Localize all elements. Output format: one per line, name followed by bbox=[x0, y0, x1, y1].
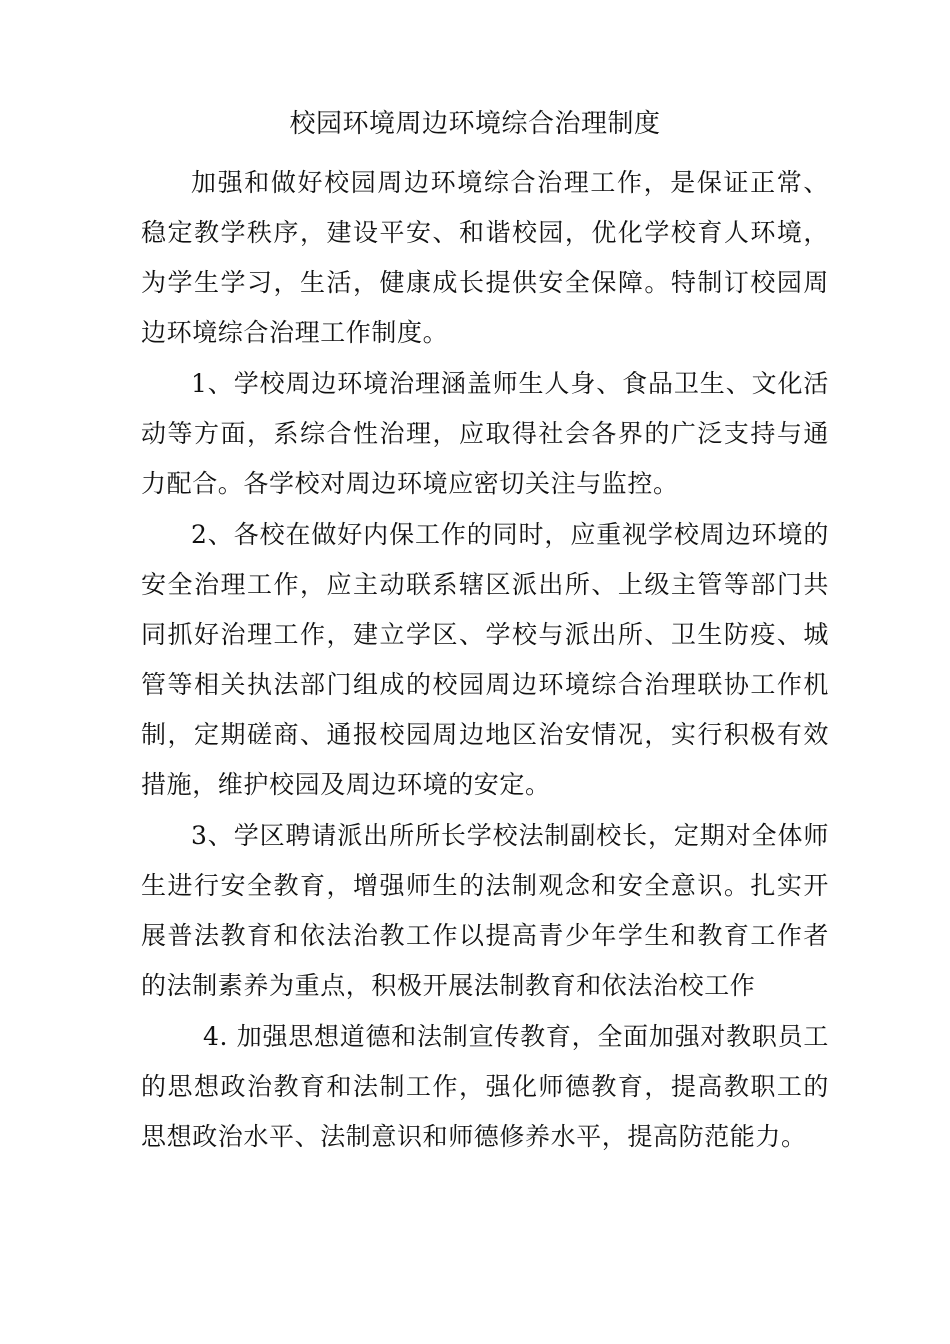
intro-paragraph: 加强和做好校园周边环境综合治理工作，是保证正常、稳定教学秩序，建设平安、和谐校园，优化学校育人环境，为学生学习，生活，健康成长提供安全保障。特制订校园周边环境综合治理工作制度。 bbox=[141, 168, 829, 347]
document-title: 校园环境周边环境综合治理制度 bbox=[289, 109, 661, 139]
paragraph-item-1: 1、学校周边环境治理涵盖师生人身、食品卫生、文化活动等方面，系综合性治理，应取得社会各界的广泛支持与通力配合。各学校对周边环境应密切关注与监控。 bbox=[141, 369, 829, 498]
document-body bbox=[141, 158, 829, 1163]
paragraph-item-2: 2、各校在做好内保工作的同时，应重视学校周边环境的安全治理工作，应主动联系辖区派出所、上级主管等部门共同抓好治理工作，建立学区、学校与派出所、卫生防疫、城管等相关执法部门组成的校园周边环境综合治理联协工作机制，定期磋商、通报校园周边地区治安情况，实行积极有效措施，维护校园及周边环境的安定。 bbox=[141, 520, 829, 799]
paragraph-item-4: 4. 加强思想道德和法制宣传教育，全面加强对教职员工的思想政治教育和法制工作，强化师德教育，提高教职工的思想政治水平、法制意识和师德修养水平，提高防范能力。 bbox=[141, 1022, 829, 1151]
paragraph-item-3: 3、学区聘请派出所所长学校法制副校长，定期对全体师生进行安全教育，增强师生的法制观念和安全意识。扎实开展普法教育和依法治教工作以提高青少年学生和教育工作者的法制素养为重点，积极开展法制教育和依法治校工作 bbox=[141, 821, 829, 1000]
